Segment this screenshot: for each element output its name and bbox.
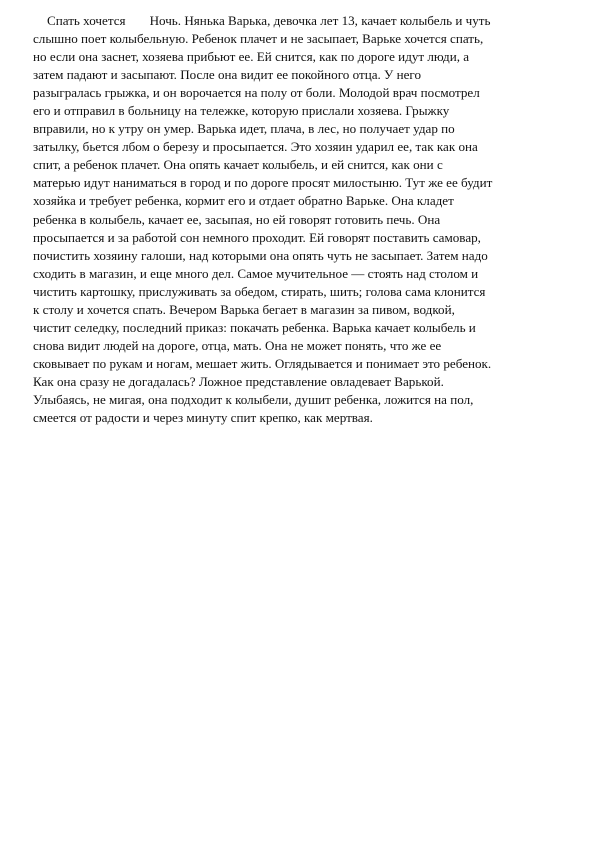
text-line: чистит селедку, последний приказ: покачать ребенка. Варька качает колыбель и [33, 319, 476, 335]
text-line: затылку, бьется лбом о березу и просыпается. Это хозяин ударил ее, так как она [33, 139, 478, 155]
text-line: хозяйка и требует ребенка, кормит его и отдает обратно Варьке. Она кладет [33, 193, 454, 209]
text-line: смеется от радости и через минуту спит крепко, как мертвая. [33, 410, 373, 426]
text-line: его и отправил в больницу на тележке, которую прислали хозяева. Грыжку [33, 103, 450, 119]
text-line [33, 12, 573, 30]
summary-text [33, 12, 573, 427]
text-line: спит, а ребенок плачет. Она опять качает колыбель, и ей снится, как они с [33, 157, 443, 173]
text-line: затем падают и засыпают. После она видит ее покойного отца. У него [33, 67, 422, 83]
story-title: Спать хочется [47, 13, 126, 28]
text-line: но если она заснет, хозяева прибьют ее. Ей снится, как по дороге идут люди, а [33, 49, 470, 65]
text-line-content: Ночь. Нянька Варька, девочка лет 13, качает колыбель и чуть [149, 13, 491, 28]
text-line: слышно поет колыбельную. Ребенок плачет и не засыпает, Варьке хочется спать, [33, 31, 484, 47]
text-line: Улыбаясь, не мигая, она подходит к колыбели, душит ребенка, ложится на пол, [33, 391, 474, 407]
text-line: чистить картошку, прислуживать за обедом, стирать, шить; голова сама клонится [33, 283, 486, 299]
text-line: матерью идут наниматься в город и по дороге просят милостыню. Тут же ее будит [33, 175, 493, 191]
text-line: просыпается и за работой сон немного проходит. Ей говорят поставить самовар, [33, 229, 481, 245]
text-line: разыгралась грыжка, и он ворочается на полу от боли. Молодой врач посмотрел [33, 85, 480, 101]
text-line: вправили, но к утру он умер. Варька идет, плача, в лес, но получает удар по [33, 121, 455, 137]
text-line: сковывает по рукам и ногам, мешает жить. Оглядывается и понимает это ребенок. [33, 355, 492, 371]
text-line: к столу и хочется спать. Вечером Варька бегает в магазин за пивом, водкой, [33, 301, 455, 317]
text-line: ребенка в колыбель, качает ее, засыпая, но ей говорят готовить печь. Она [33, 211, 441, 227]
text-line: Как она сразу не догадалась? Ложное представление овладевает Варькой. [33, 373, 444, 389]
text-line: почистить хозяину галоши, над которыми она опять чуть не засыпает. Затем надо [33, 247, 488, 263]
text-line: снова видит людей на дороге, отца, мать. Она не может понять, что же ее [33, 337, 442, 353]
text-line: сходить в магазин, и еще много дел. Самое мучительное — стоять над столом и [33, 265, 479, 281]
